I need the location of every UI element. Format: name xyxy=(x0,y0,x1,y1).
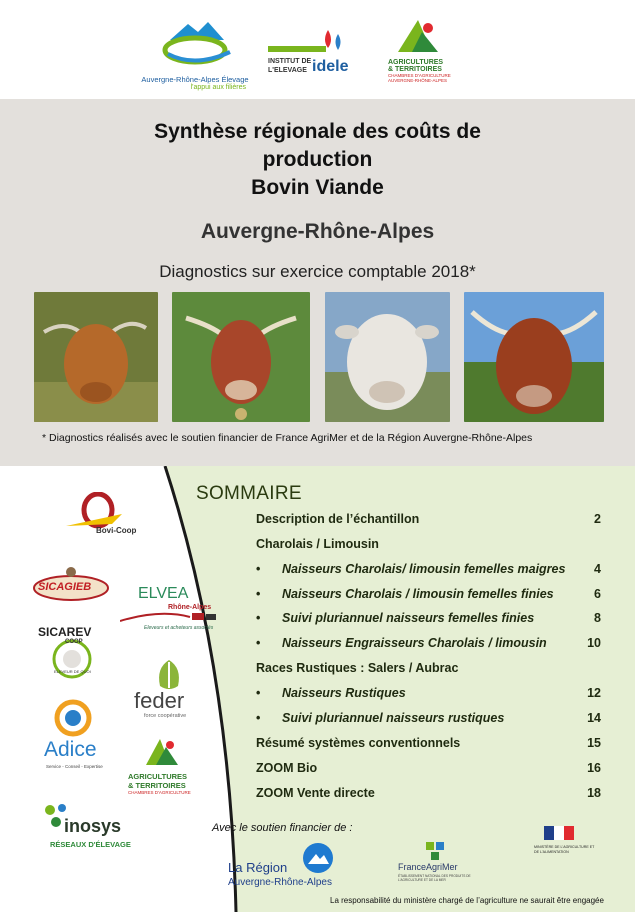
franceagrimer-tagline: ÉTABLISSEMENT NATIONAL DES PRODUITS DE L'AGRICULTURE ET DE LA MER xyxy=(398,874,471,882)
cow-photo-1 xyxy=(34,292,158,422)
agri-line2: & TERRITOIRES xyxy=(388,66,442,73)
toc-item-page: 6 xyxy=(594,587,601,601)
agri-territoires-logo xyxy=(388,18,460,90)
support-text: Avec le soutien financier de : xyxy=(212,822,353,834)
sommaire-title: SOMMAIRE xyxy=(196,483,302,504)
idele-line1: INSTITUT DE xyxy=(268,58,312,65)
title-line-2: production xyxy=(262,148,373,171)
toc-item-page: 18 xyxy=(587,786,601,800)
agri-line1: AGRICULTURES xyxy=(388,59,444,66)
title-line-3: Bovin Viande xyxy=(251,176,384,199)
ministere-name: MINISTÈRE DE L'AGRICULTURE ET DE L'ALIMENTATION xyxy=(534,845,595,854)
aura-elevage-icon xyxy=(140,18,250,70)
toc-item-label: Suivi pluriannuel naisseurs rustiques xyxy=(282,711,505,725)
sicarev-tagline: ELEVEUR DE QUOI xyxy=(54,669,91,674)
agri-line4: AUVERGNE-RHÔNE-ALPES xyxy=(388,78,448,83)
document-title xyxy=(0,118,635,202)
feder-logo xyxy=(132,658,208,720)
franceagrimer-brand: FranceAgriMer xyxy=(398,862,458,872)
franceagrimer-icon xyxy=(424,840,450,862)
toc-item-label: Naisseurs Engraisseurs Charolais / limousin xyxy=(282,636,547,650)
toc-item-label: Suivi pluriannuel naisseurs femelles finies xyxy=(282,611,535,625)
responsibility-notice: La responsabilité du ministère chargé de l’agriculture ne saurait être engagée xyxy=(330,896,604,905)
toc-item-label: Résumé systèmes conventionnels xyxy=(256,736,461,750)
sicagieb-name: SICAGIEB xyxy=(38,581,92,593)
cow-photo-3 xyxy=(325,292,450,422)
elvea-brand: ELVEA xyxy=(138,585,189,602)
toc-item xyxy=(256,736,601,754)
toc-item-page: 15 xyxy=(587,736,601,750)
toc-item-page: 12 xyxy=(587,686,601,700)
footnote: * Diagnostics réalisés avec le soutien financier de France AgriMer et de la Région Auvergne-Rhône-Alpes xyxy=(42,432,533,444)
bovicoop-name: Bovi-Coop xyxy=(96,526,137,535)
toc-item xyxy=(256,636,601,654)
toc-item-page: 14 xyxy=(587,711,601,725)
toc-item-label: Naisseurs Rustiques xyxy=(282,686,406,700)
agri2-line2: & TERRITOIRES xyxy=(128,781,186,790)
toc-item-label: Description de l’échantillon xyxy=(256,512,420,526)
sicagieb-logo xyxy=(32,566,110,606)
toc-bullet: • xyxy=(256,711,261,725)
french-flag-icon xyxy=(544,826,574,840)
toc-bullet: • xyxy=(256,587,261,601)
region-logo-line1: La Région xyxy=(228,860,288,875)
agri-territoires-icon-2 xyxy=(142,737,182,767)
toc-item-page: 8 xyxy=(594,611,601,625)
toc-item-label: ZOOM Bio xyxy=(256,761,318,775)
toc-bullet: • xyxy=(256,636,261,650)
sicarev-sub: COOP xyxy=(65,639,83,645)
bovicoop-logo xyxy=(62,492,144,544)
feder-leaf-icon xyxy=(154,658,184,692)
toc-item-label: Naisseurs Charolais / limousin femelles finies xyxy=(282,587,554,601)
inosys-brand: inosys xyxy=(64,816,122,836)
adice-logo xyxy=(40,698,110,778)
toc-item xyxy=(256,761,601,779)
adice-icon xyxy=(54,698,92,738)
elvea-logo xyxy=(120,585,220,635)
toc-item xyxy=(256,587,601,605)
aura-elevage-tagline: l'appui aux filières xyxy=(190,84,246,91)
toc-item-page: 10 xyxy=(587,636,601,650)
toc-bullet: • xyxy=(256,611,261,625)
toc-item xyxy=(256,512,601,530)
subtitle: Diagnostics sur exercice comptable 2018* xyxy=(159,262,476,281)
adice-brand: Adice xyxy=(44,738,97,761)
feder-brand: feder xyxy=(134,688,185,713)
cow-photo-2 xyxy=(172,292,310,422)
toc-item-page: 4 xyxy=(594,562,601,576)
idele-brand: idele xyxy=(312,58,349,75)
toc-bullet: • xyxy=(256,562,261,576)
agri2-line3: CHAMBRES D'AGRICULTURE xyxy=(128,790,191,795)
elvea-cows-icon xyxy=(120,611,220,623)
toc-item xyxy=(256,711,601,729)
feder-tagline: force coopérative xyxy=(144,713,187,719)
idele-line2: L'ELEVAGE xyxy=(268,67,307,74)
toc-item xyxy=(256,686,601,704)
toc-item-page: 2 xyxy=(594,512,601,526)
toc-item-label: Charolais / Limousin xyxy=(256,537,379,551)
toc-item-label: ZOOM Vente directe xyxy=(256,786,375,800)
toc-item-label: Races Rustiques : Salers / Aubrac xyxy=(256,661,459,675)
idele-drop-icon xyxy=(268,28,353,54)
idele-logo xyxy=(268,28,353,83)
aura-elevage-logo xyxy=(140,18,250,90)
cow-photo-4 xyxy=(464,292,604,422)
agri2-line1: AGRICULTURES xyxy=(128,772,188,781)
aura-elevage-name: Auvergne-Rhône-Alpes Élevage xyxy=(141,75,249,84)
agri-line3: CHAMBRES D'AGRICULTURE xyxy=(388,73,451,78)
agri-territoires-logo-2 xyxy=(128,737,208,807)
toc-item-label: Naisseurs Charolais/ limousin femelles maigres xyxy=(282,562,566,576)
toc-item xyxy=(256,661,601,679)
title-line-1: Synthèse régionale des coûts de xyxy=(154,120,481,143)
inosys-logo xyxy=(42,802,142,854)
region-logo-line2: Auvergne-Rhône-Alpes xyxy=(228,877,332,888)
toc-item xyxy=(256,537,601,555)
toc-item xyxy=(256,786,601,804)
toc-item-page: 16 xyxy=(587,761,601,775)
toc-item xyxy=(256,562,601,580)
toc-item xyxy=(256,611,601,629)
agri-territoires-icon xyxy=(388,18,448,54)
elvea-sub: Rhône-Alpes xyxy=(168,604,212,611)
region-icon xyxy=(302,842,334,874)
toc-bullet: • xyxy=(256,686,261,700)
ministere-logo xyxy=(534,826,600,890)
region-logo xyxy=(224,842,344,890)
sicarev-logo xyxy=(38,625,108,685)
adice-tagline: Service - Conseil - Expertise xyxy=(46,764,103,769)
sicarev-brand: SICAREV xyxy=(38,625,92,639)
elvea-tagline: Eleveurs et acheteurs associés xyxy=(144,625,214,631)
region-title: Auvergne-Rhône-Alpes xyxy=(200,220,435,243)
inosys-tagline: RÉSEAUX D'ÉLEVAGE xyxy=(50,840,131,849)
franceagrimer-logo xyxy=(398,840,478,890)
